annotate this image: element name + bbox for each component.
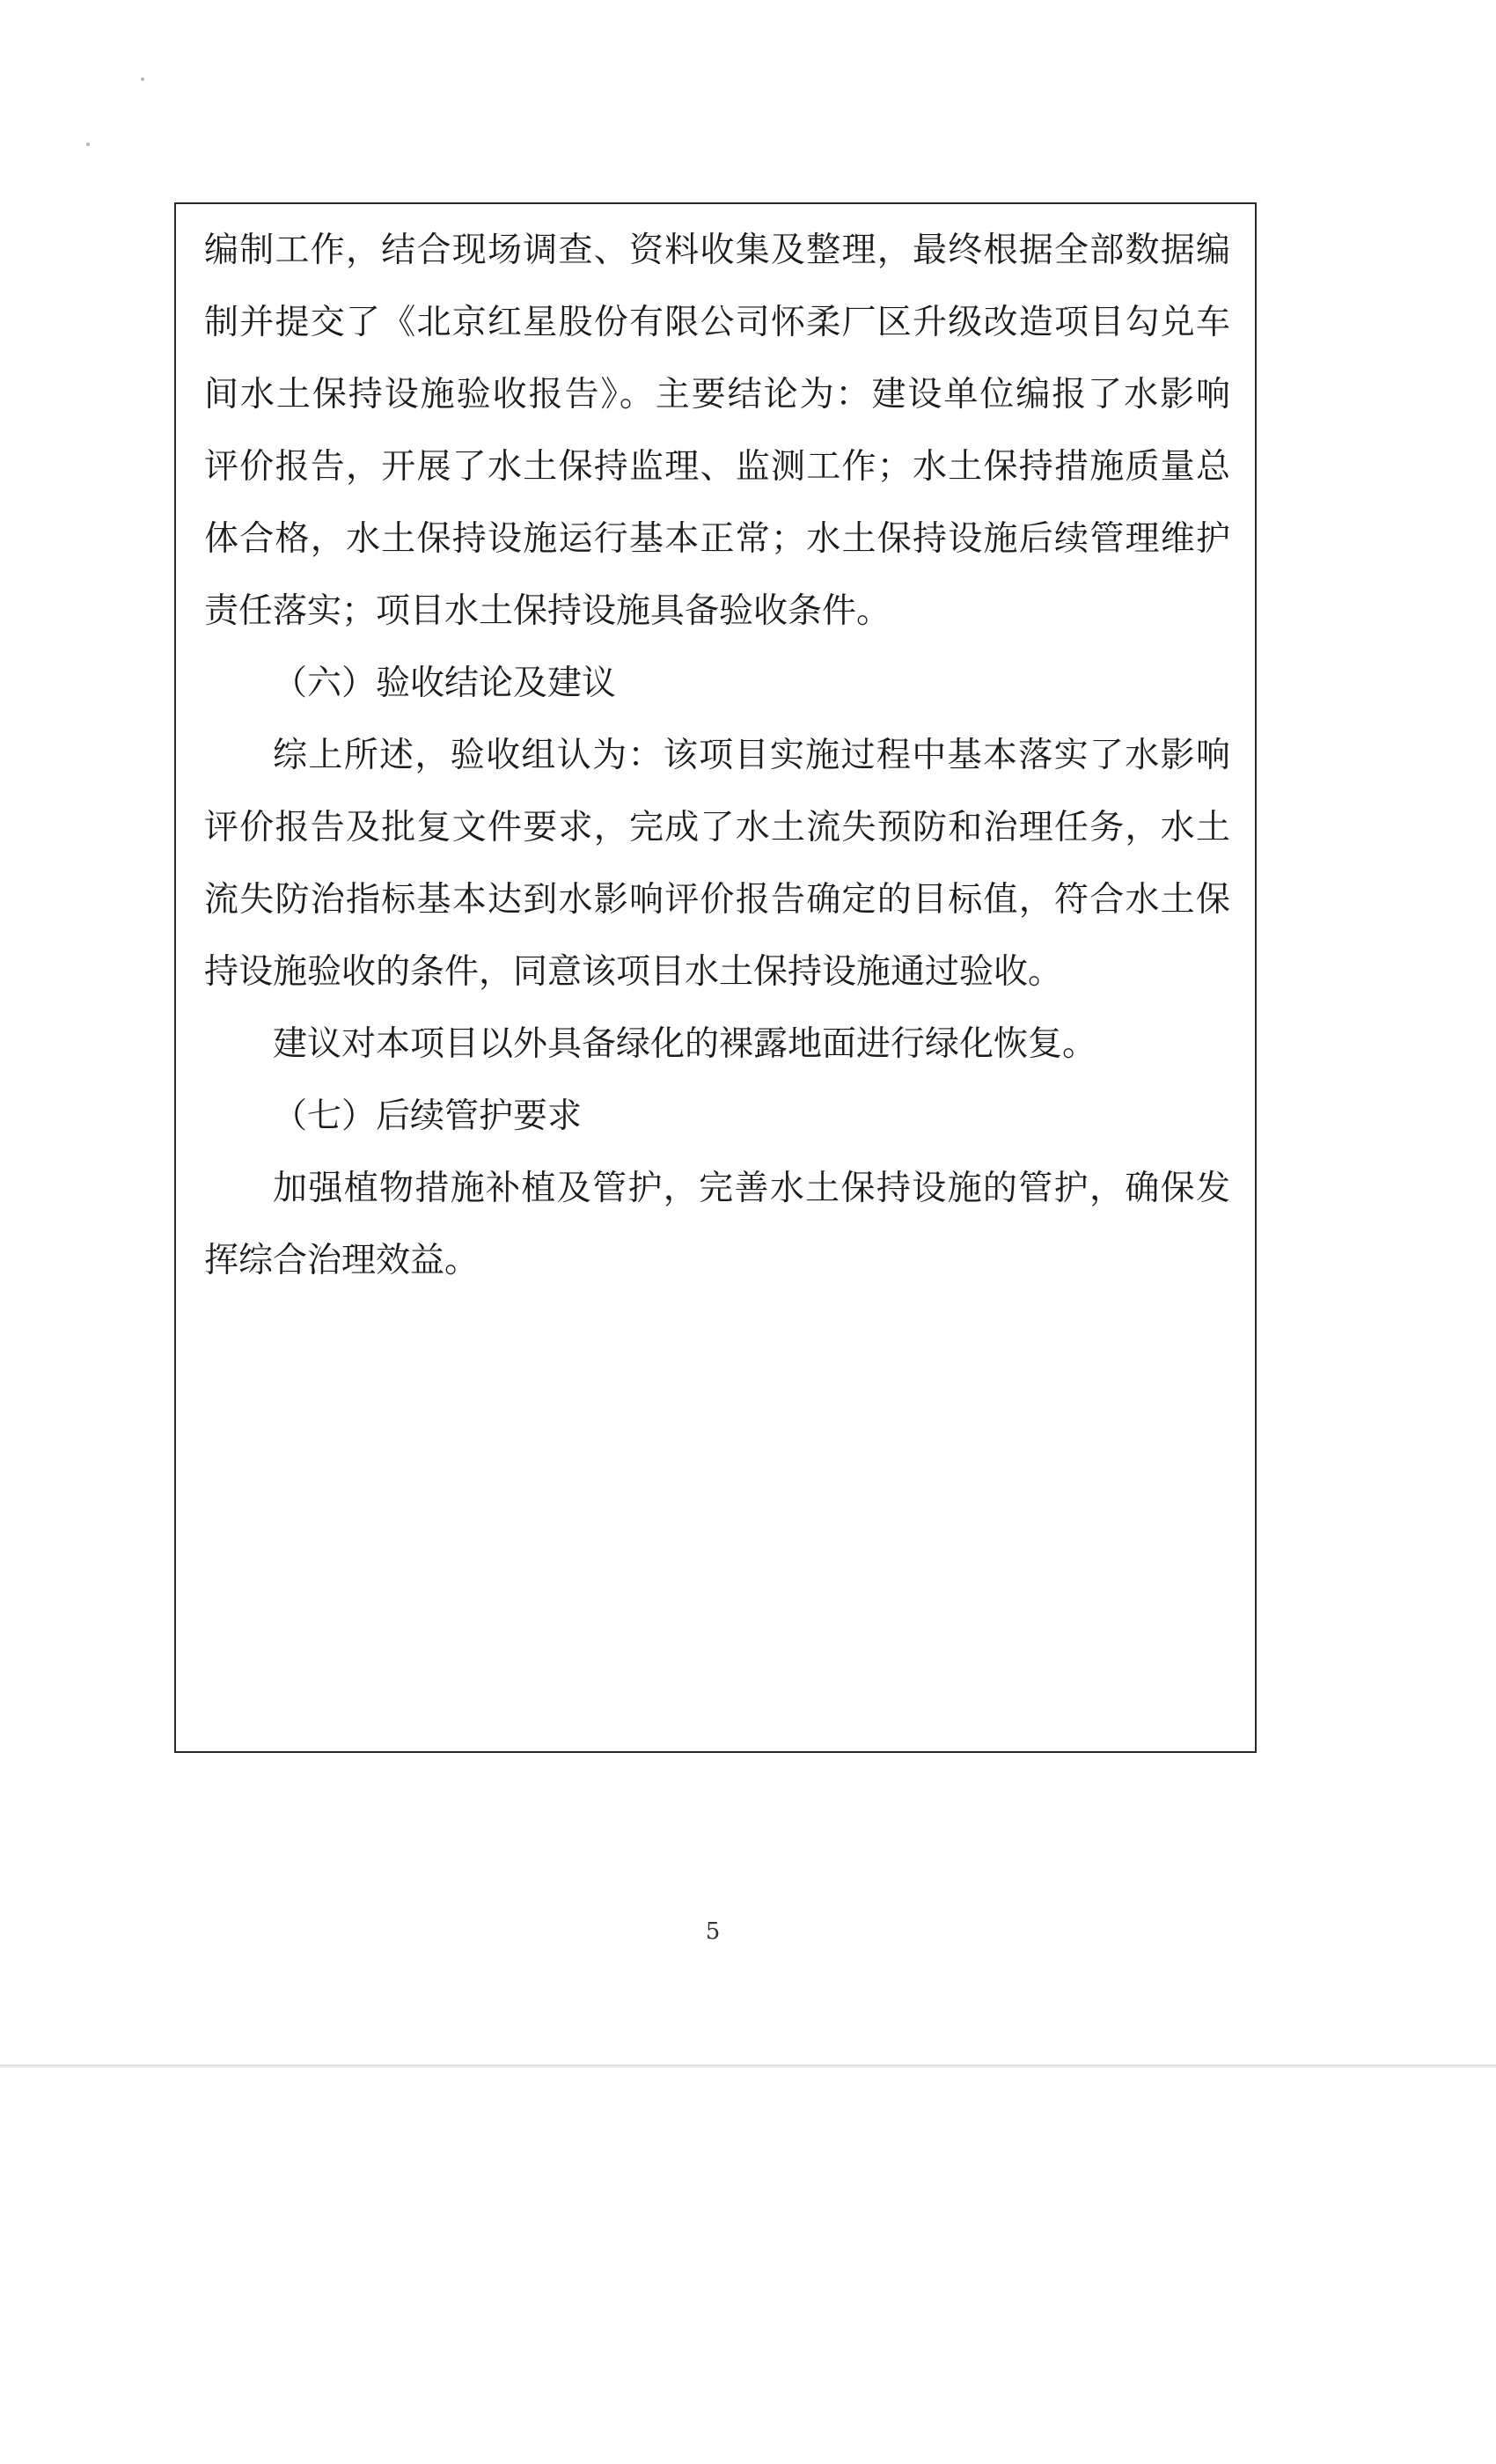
scan-speck — [86, 143, 90, 146]
page-number: 5 — [705, 1918, 721, 1945]
paragraph-line: 体合格，水土保持设施运行基本正常；水土保持设施后续管理维护 — [204, 519, 1230, 559]
section-heading: （六）验收结论及建议 — [273, 664, 617, 703]
paragraph-line: 制并提交了《北京红星股份有限公司怀柔厂区升级改造项目勾兑车 — [204, 303, 1230, 342]
paragraph-line: 挥综合治理效益。 — [204, 1241, 480, 1280]
body-text — [204, 215, 1230, 1297]
paragraph-line: 持设施验收的条件，同意该项目水土保持设施通过验收。 — [204, 952, 1063, 992]
paragraph-line: 流失防治指标基本达到水影响评价报告确定的目标值，符合水土保 — [204, 880, 1230, 920]
paragraph-line: 评价报告及批复文件要求，完成了水土流失预防和治理任务，水土 — [204, 808, 1230, 847]
paragraph-line: 评价报告，开展了水土保持监理、监测工作；水土保持措施质量总 — [204, 447, 1230, 487]
paragraph-line: 编制工作，结合现场调查、资料收集及整理，最终根据全部数据编 — [204, 231, 1230, 270]
paragraph-line: 综上所述，验收组认为：该项目实施过程中基本落实了水影响 — [273, 736, 1230, 775]
paragraph-line: 间水土保持设施验收报告》。主要结论为：建设单位编报了水影响 — [204, 375, 1230, 414]
content-frame — [174, 202, 1257, 1753]
section-heading: （七）后续管护要求 — [273, 1096, 583, 1136]
paragraph-line: 加强植物措施补植及管护，完善水土保持设施的管护，确保发 — [273, 1169, 1230, 1208]
page-edge — [0, 2064, 1496, 2068]
paragraph-line: 责任落实；项目水土保持设施具备验收条件。 — [204, 591, 891, 631]
scan-speck — [141, 77, 144, 81]
paragraph-line: 建议对本项目以外具备绿化的裸露地面进行绿化恢复。 — [273, 1024, 1097, 1064]
